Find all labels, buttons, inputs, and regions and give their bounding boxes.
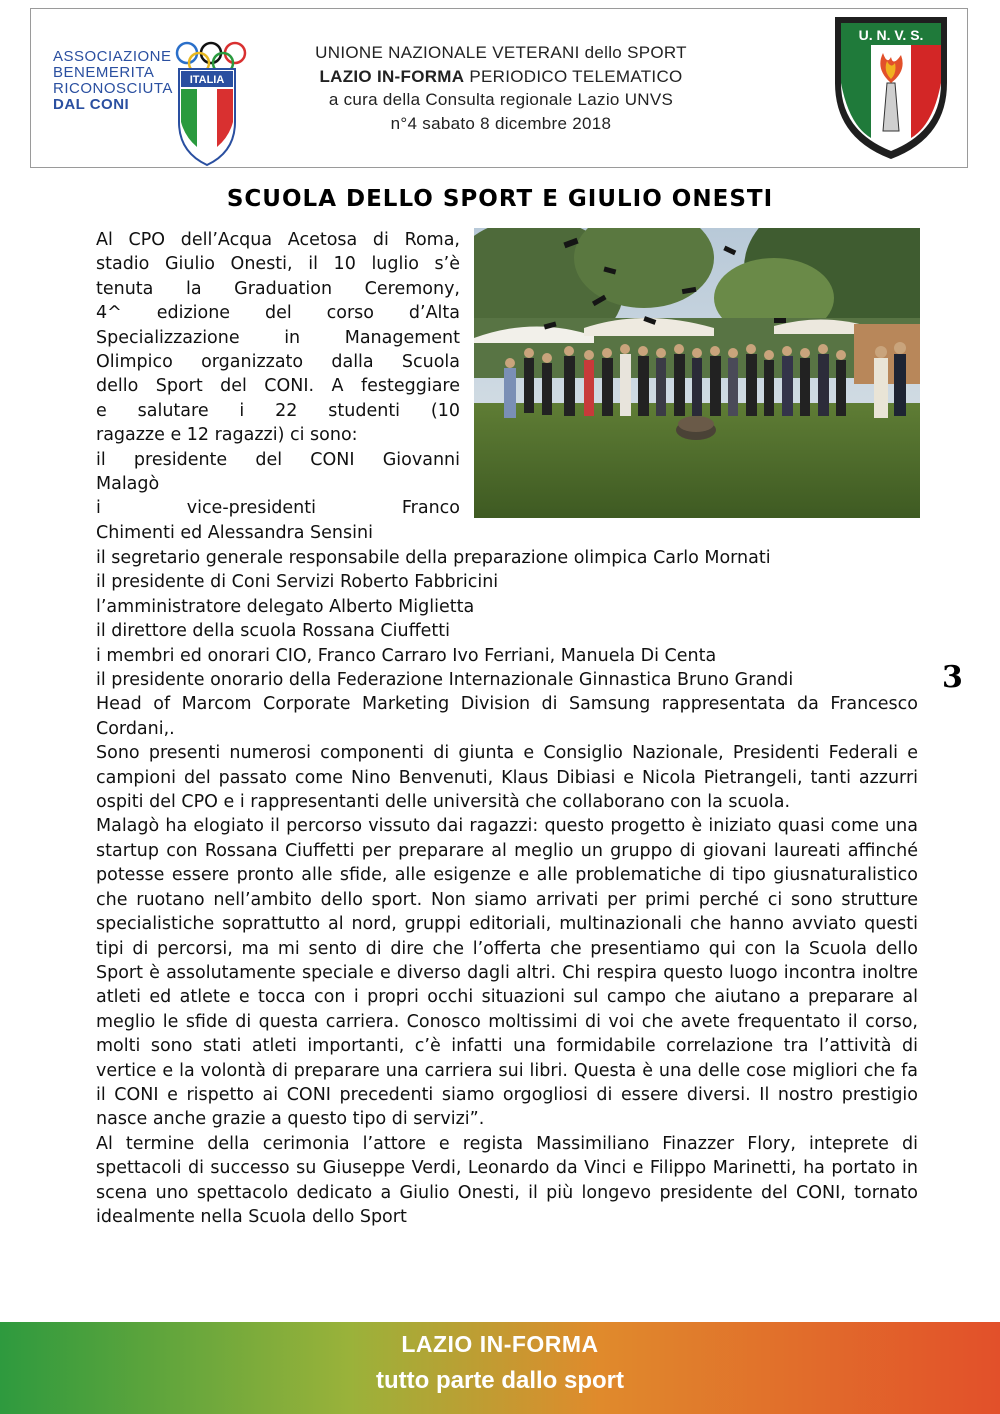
paragraph-marcom: Head of Marcom Corporate Marketing Division di Samsung rappresentata da Francesco Cordani,. [96, 694, 918, 739]
header-box [30, 8, 968, 168]
text-line: Al CPO dell’Acqua Acetosa di Roma, [96, 230, 460, 250]
graduation-ceremony-photo [474, 228, 920, 518]
footer-tagline: tutto parte dallo sport [376, 1367, 624, 1394]
footer-title: LAZIO IN-FORMA [401, 1331, 599, 1357]
intro-column [96, 228, 460, 545]
text-line: Olimpico organizzato dalla Scuola [96, 352, 460, 373]
article-title: SCUOLA DELLO SPORT E GIULIO ONESTI [226, 186, 774, 212]
guest-line: il segretario generale responsabile della preparazione olimpica Carlo Mornati [96, 548, 771, 568]
publication-type: PERIODICO TELEMATICO [464, 66, 683, 86]
masthead-line-2 [271, 65, 731, 89]
text-line: dello Sport del CONI. A festeggiare [96, 376, 460, 397]
guest-line: i membri ed onorari CIO, Franco Carraro Ivo Ferriani, Manuela Di Centa [96, 645, 717, 666]
text-line: 4^ edizione del corso d’Alta [96, 303, 460, 324]
text-line: ragazze e 12 ragazzi) ci sono: [96, 425, 358, 446]
coni-logo-line: BENEMERITA [53, 64, 155, 81]
paragraph-malago-quote: Malagò ha elogiato il percorso vissuto dai ragazzi: questo progetto è iniziato quasi come una startup con Rossana Ciuffetti per preparare al meglio un gruppo di giovani laureati affinché potesse essere pronto alle sfide, alle esigenze e alle problematiche di tipo giusnaturalistico che ruotano nell’ambito dello sport. Non siamo arrivati per primi perché ci sono strutture specialistiche soprattutto al nord, gruppi editoriali, multinazionali che hanno avviato questi tipi di percorsi, ma mi sento di dire che l’offerta che presentiamo qui con la Scuola dello Sport è assolutamente speciale e diverso dagli altri. Chi respira questo luogo incontra inoltre atleti ed atlete e tocca con i propri occhi situazioni sul campo che aiutano a preparare al meglio le sfide di questa carriera. Conosco moltissimi di voi che avete frequentato il corso, molti sono stati atleti importanti, c’è infatti una formidabile correlazione tra l’attività di vertice e la volontà di preparare una carriera sui libri. Questa è una delle cose migliori che fa il CONI e rispetto ai CONI precedenti siamo orgogliosi di essere diversi. Il nostro prestigio nasce anche grazie a questo tipo di servizi”. [96, 816, 918, 1130]
text-line: Specializzazione in Management [96, 327, 460, 348]
coni-logo-line: RICONOSCIUTA [53, 80, 173, 97]
coni-association-logo [43, 37, 263, 157]
masthead-line-1: UNIONE NAZIONALE VETERANI dello SPORT [315, 43, 687, 62]
guest-line: il presidente onorario della Federazione Internazionale Ginnastica Bruno Grandi [96, 670, 794, 691]
italia-shield-icon [177, 67, 237, 167]
masthead [271, 41, 731, 135]
text-line: Chimenti ed Alessandra Sensini [96, 522, 373, 543]
text-line: stadio Giulio Onesti, il 10 luglio s’è [96, 254, 460, 275]
coni-logo-line: ASSOCIAZIONE [53, 48, 172, 65]
paragraph-presenti: Sono presenti numerosi componenti di giunta e Consiglio Nazionale, Presidenti Federali e campioni del passato come Nino Benvenuti, Klaus Dibiasi e Nicola Pietrangeli, tanti azzurri ospiti del CPO e i rappresentanti delle università che collaborano con la scuola. [96, 743, 918, 813]
article-body [96, 546, 918, 1229]
guest-line: l’amministratore delegato Alberto Miglietta [96, 596, 475, 617]
coni-logo-line: DAL CONI [53, 96, 130, 113]
text-line: e salutare i 22 studenti (10 [96, 400, 460, 421]
text-line: Malagò [96, 474, 160, 495]
masthead-line-3: a cura della Consulta regionale Lazio UNVS [328, 90, 674, 109]
guest-line: il presidente di Coni Servizi Roberto Fabbricini [96, 572, 499, 593]
unvs-shield-logo [831, 13, 951, 163]
paragraph-termine: Al termine della cerimonia l’attore e regista Massimiliano Finazzer Flory, inteprete di spettacoli di successo su Giuseppe Verdi, Leonardo da Vinci e Filippo Marinetti, ha portato in scena uno spettacolo dedicato a Giulio Onesti, il più longevo presidente del CONI, tornato idealmente nella Scuola dello Sport [96, 1133, 918, 1227]
italia-label: ITALIA [189, 74, 225, 86]
coni-logo-text [53, 49, 173, 113]
text-line: il presidente del CONI Giovanni [96, 449, 460, 470]
text-line: i vice-presidenti Franco [96, 498, 460, 519]
footer-banner [0, 1322, 1000, 1414]
publication-name: LAZIO IN-FORMA [319, 66, 465, 86]
unvs-logo-text: U. N. V. S. [858, 27, 924, 43]
guest-line: il direttore della scuola Rossana Ciuffetti [96, 621, 450, 642]
masthead-line-4: n°4 sabato 8 dicembre 2018 [390, 113, 612, 133]
text-line: tenuta la Graduation Ceremony, [96, 278, 460, 299]
page-number: 3 [942, 660, 963, 695]
